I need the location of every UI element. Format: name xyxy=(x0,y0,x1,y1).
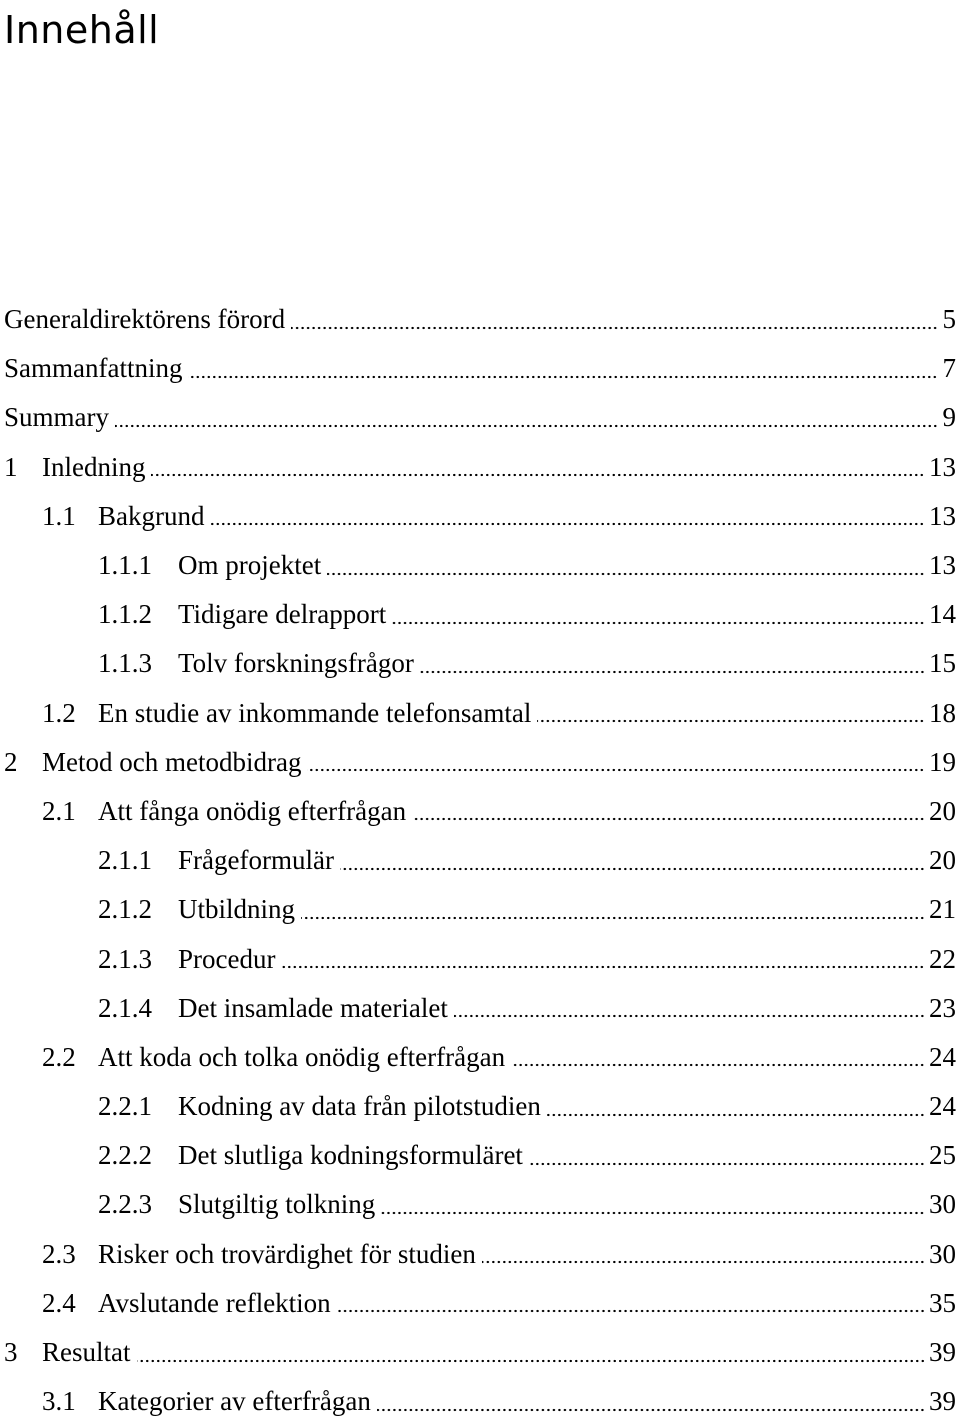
toc-entry[interactable] xyxy=(0,344,960,393)
toc-entry[interactable] xyxy=(0,492,960,541)
toc-entry-page-number: 39 xyxy=(929,1337,956,1368)
toc-dot-leader xyxy=(454,1013,925,1019)
toc-dot-leader xyxy=(511,1062,925,1068)
toc-dot-leader xyxy=(381,1210,925,1216)
toc-dot-leader xyxy=(301,915,925,921)
toc-dot-leader xyxy=(115,423,938,429)
toc-entry-number: 2.2.2 xyxy=(98,1140,152,1171)
toc-entry[interactable] xyxy=(0,1279,960,1328)
toc-entry-number: 2.1.3 xyxy=(98,943,152,974)
toc-entry-title: Sammanfattning xyxy=(4,353,183,384)
toc-entry-page-number: 22 xyxy=(929,943,956,974)
toc-entry-title: Frågeformulär xyxy=(178,845,334,876)
toc-entry-title: Att fånga onödig efterfrågan xyxy=(98,795,407,826)
toc-entry-number: 3.1 xyxy=(42,1386,76,1417)
toc-entry[interactable] xyxy=(0,1082,960,1131)
toc-entry-page-number: 39 xyxy=(929,1386,956,1417)
toc-entry-page-number: 25 xyxy=(929,1140,956,1171)
toc-dot-leader xyxy=(392,620,925,626)
toc-entry-title: Avslutande reflektion xyxy=(98,1287,331,1318)
toc-entry-page-number: 5 xyxy=(942,304,956,335)
toc-entry[interactable] xyxy=(0,984,960,1033)
toc-entry-number: 2.2.3 xyxy=(98,1189,152,1220)
toc-entry-number: 2 xyxy=(4,746,18,777)
toc-entry-title: Procedur xyxy=(178,943,276,974)
toc-entry-title: Resultat xyxy=(42,1337,131,1368)
toc-dot-leader xyxy=(529,1161,925,1167)
toc-entry[interactable] xyxy=(0,393,960,442)
toc-entry-page-number: 13 xyxy=(929,550,956,581)
toc-entry-title: En studie av inkommande telefonsamtal xyxy=(98,697,532,728)
toc-entry[interactable] xyxy=(0,836,960,885)
toc-dot-leader xyxy=(547,1112,925,1118)
toc-entry-page-number: 14 xyxy=(929,599,956,630)
toc-entry-page-number: 9 xyxy=(942,402,956,433)
toc-entry-title: Det insamlade materialet xyxy=(178,992,448,1023)
toc-entry[interactable] xyxy=(0,639,960,688)
toc-entry-page-number: 15 xyxy=(929,648,956,679)
toc-entry-number: 1.1.2 xyxy=(98,599,152,630)
toc-entry[interactable] xyxy=(0,1328,960,1377)
toc-dot-leader xyxy=(137,1358,926,1364)
toc-entry-page-number: 20 xyxy=(929,845,956,876)
toc-entry-page-number: 13 xyxy=(929,500,956,531)
toc-dot-leader xyxy=(340,866,925,872)
toc-entry-title: Att koda och tolka onödig efterfrågan xyxy=(98,1041,506,1072)
toc-entry-page-number: 24 xyxy=(929,1091,956,1122)
toc-entry[interactable] xyxy=(0,1131,960,1180)
toc-entry-title: Det slutliga kodningsformuläret xyxy=(178,1140,523,1171)
toc-entry-title: Utbildning xyxy=(178,894,296,925)
toc-entry[interactable] xyxy=(0,295,960,344)
toc-dot-leader xyxy=(281,964,925,970)
toc-entry-number: 2.2 xyxy=(42,1041,76,1072)
table-of-contents xyxy=(0,295,960,1426)
toc-entry-number: 2.1.4 xyxy=(98,992,152,1023)
toc-entry-number: 2.1 xyxy=(42,795,76,826)
toc-dot-leader xyxy=(337,1308,925,1314)
toc-entry[interactable] xyxy=(0,934,960,983)
toc-entry-number: 1.1.3 xyxy=(98,648,152,679)
toc-entry-page-number: 35 xyxy=(929,1287,956,1318)
toc-entry-title: Om projektet xyxy=(178,550,322,581)
toc-dot-leader xyxy=(151,472,925,478)
toc-dot-leader xyxy=(210,521,925,527)
toc-entry-number: 2.3 xyxy=(42,1238,76,1269)
toc-entry[interactable] xyxy=(0,787,960,836)
toc-entry-page-number: 24 xyxy=(929,1041,956,1072)
toc-dot-leader xyxy=(537,718,925,724)
toc-dot-leader xyxy=(412,816,925,822)
toc-entry-title: Tolv forskningsfrågor xyxy=(178,648,414,679)
toc-dot-leader xyxy=(420,669,925,675)
toc-entry[interactable] xyxy=(0,1033,960,1082)
toc-entry-title: Kodning av data från pilotstudien xyxy=(178,1091,541,1122)
toc-dot-leader xyxy=(291,325,938,331)
toc-entry-title: Tidigare delrapport xyxy=(178,599,387,630)
toc-dot-leader xyxy=(327,571,925,577)
toc-entry[interactable] xyxy=(0,590,960,639)
toc-entry-number: 2.1.1 xyxy=(98,845,152,876)
toc-entry-number: 2.4 xyxy=(42,1287,76,1318)
toc-entry-page-number: 21 xyxy=(929,894,956,925)
toc-entry-title: Bakgrund xyxy=(98,500,205,531)
toc-entry-page-number: 19 xyxy=(929,746,956,777)
toc-entry-number: 1.1 xyxy=(42,500,76,531)
toc-entry[interactable] xyxy=(0,1180,960,1229)
toc-entry-page-number: 18 xyxy=(929,697,956,728)
toc-entry-number: 2.1.2 xyxy=(98,894,152,925)
toc-entry[interactable] xyxy=(0,443,960,492)
toc-entry[interactable] xyxy=(0,738,960,787)
toc-entry-page-number: 23 xyxy=(929,992,956,1023)
toc-entry-page-number: 20 xyxy=(929,795,956,826)
toc-entry-number: 1.1.1 xyxy=(98,550,152,581)
toc-entry-page-number: 13 xyxy=(929,451,956,482)
toc-entry-title: Inledning xyxy=(42,451,146,482)
toc-entry-title: Summary xyxy=(4,402,109,433)
page-title: Innehåll xyxy=(4,8,160,52)
toc-dot-leader xyxy=(307,767,925,773)
toc-entry-number: 1.2 xyxy=(42,697,76,728)
toc-entry-title: Kategorier av efterfrågan xyxy=(98,1386,371,1417)
toc-entry-number: 3 xyxy=(4,1337,18,1368)
toc-entry[interactable] xyxy=(0,885,960,934)
toc-entry-title: Risker och trovärdighet för studien xyxy=(98,1238,476,1269)
toc-dot-leader xyxy=(188,374,938,380)
toc-entry-page-number: 7 xyxy=(942,353,956,384)
toc-entry-page-number: 30 xyxy=(929,1189,956,1220)
toc-entry-page-number: 30 xyxy=(929,1238,956,1269)
toc-entry-title: Generaldirektörens förord xyxy=(4,304,286,335)
toc-entry-title: Metod och metodbidrag xyxy=(42,746,302,777)
toc-entry-number: 1 xyxy=(4,451,18,482)
toc-entry[interactable] xyxy=(0,1230,960,1279)
toc-dot-leader xyxy=(377,1407,925,1413)
toc-entry[interactable] xyxy=(0,689,960,738)
toc-entry-title: Slutgiltig tolkning xyxy=(178,1189,376,1220)
toc-entry-number: 2.2.1 xyxy=(98,1091,152,1122)
toc-entry[interactable] xyxy=(0,541,960,590)
toc-dot-leader xyxy=(482,1259,925,1265)
toc-entry[interactable] xyxy=(0,1377,960,1426)
